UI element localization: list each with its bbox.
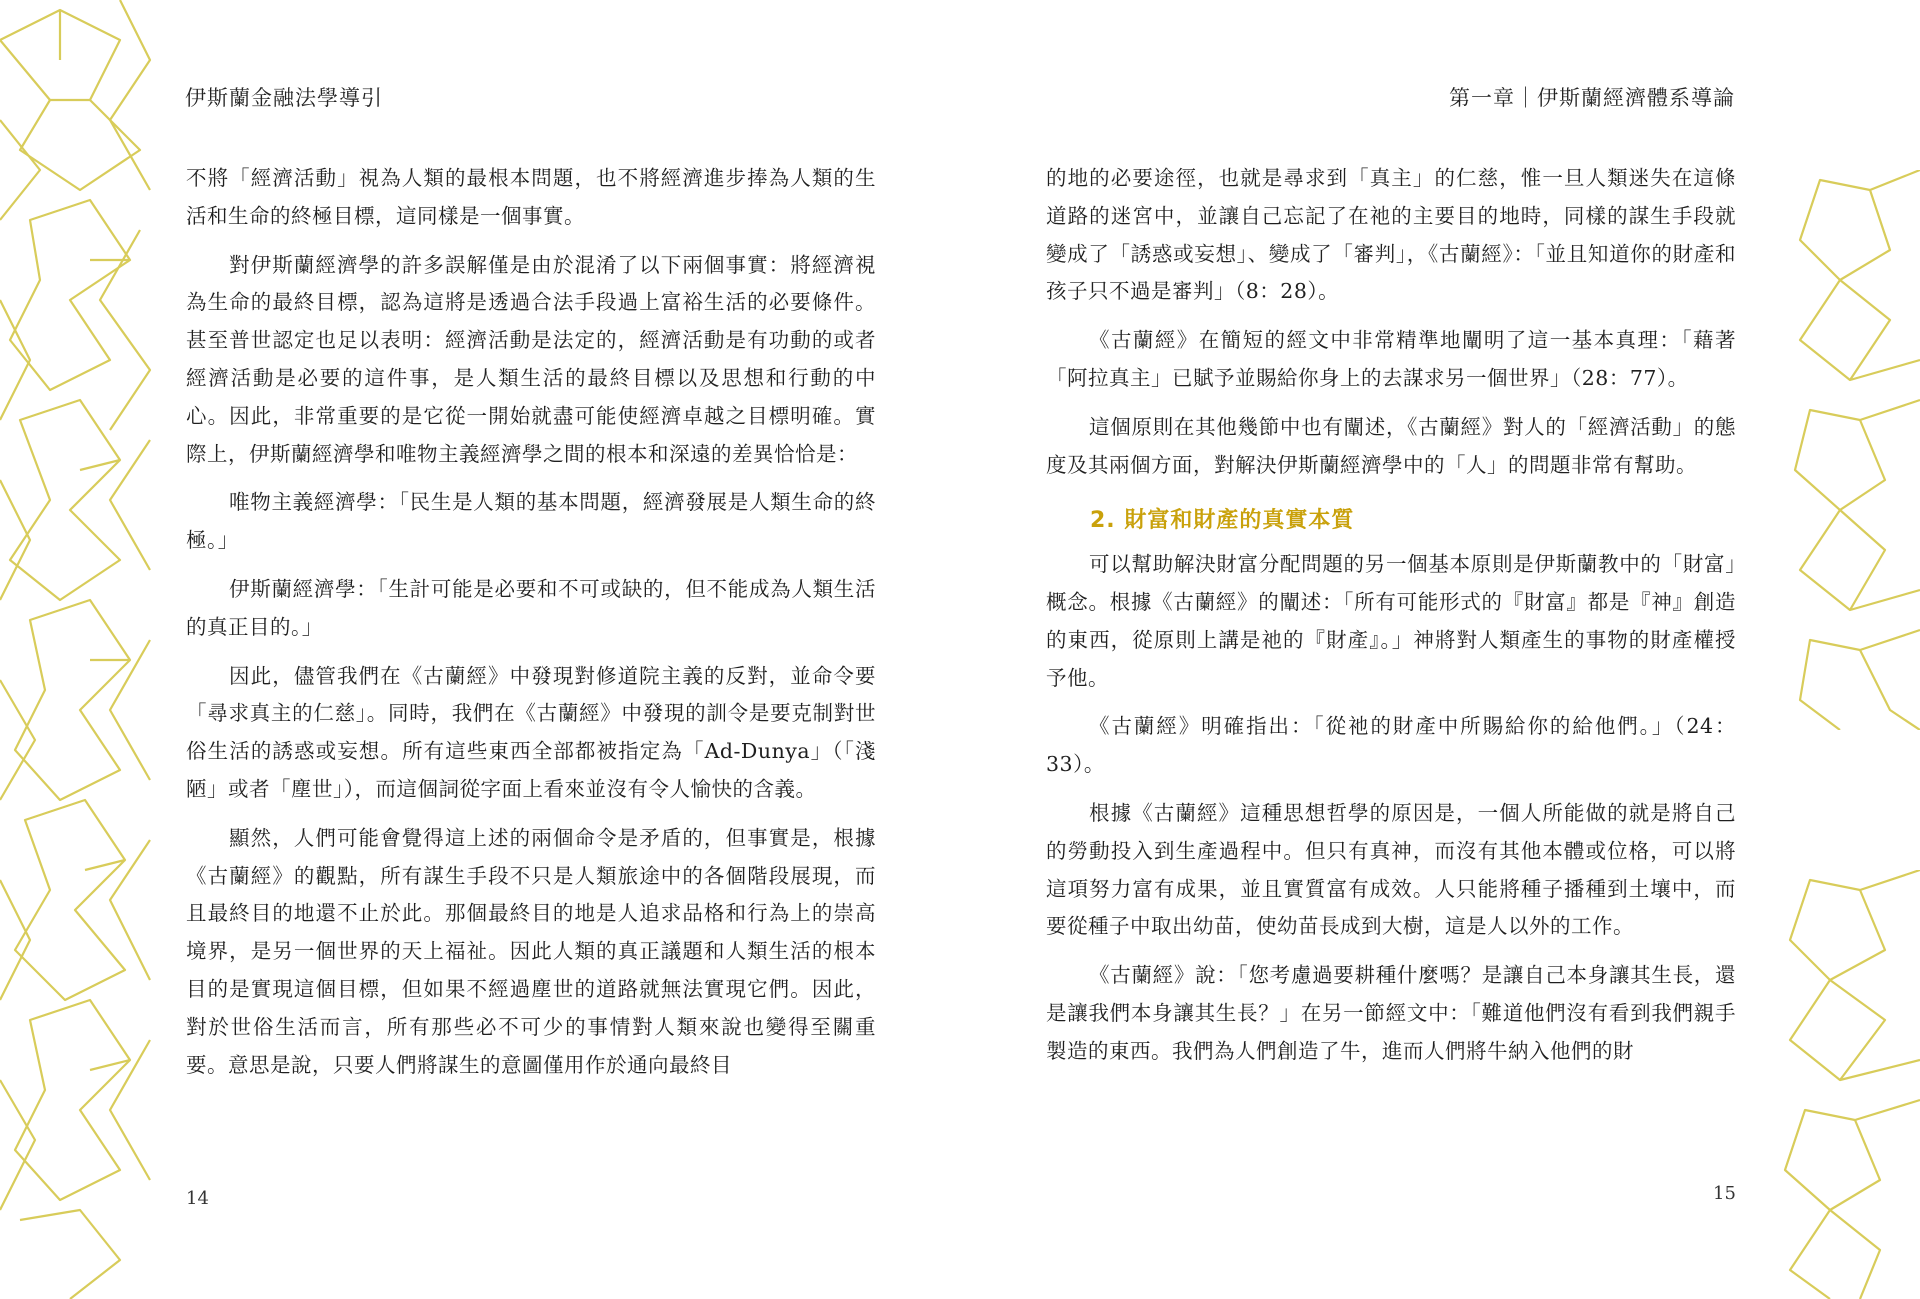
page-number-left: 14 [186, 1188, 209, 1209]
geometric-ornament-right-top [1780, 170, 1920, 730]
paragraph: 對伊斯蘭經濟學的許多誤解僅是由於混淆了以下兩個事實：將經濟視為生命的最終目標，認為這將是透過合法手段過上富裕生活的必要條件。甚至普世認定也足以表明：經濟活動是法定的，經濟活動是有功動的或者經濟活動是必要的這件事，是人類生活的最終目標以及思想和行動的中心。因此，非常重要的是它從一開始就盡可能使經濟卓越之目標明確。實際上，伊斯蘭經濟學和唯物主義經濟學之間的根本和深遠的差異恰恰是： [186, 252, 876, 466]
section-heading: 2. 財富和財產的真實本質 [1090, 508, 1355, 534]
paragraph: 《古蘭經》明確指出：「從祂的財產中所賜給你的給他們。」（24：33）。 [1046, 714, 1736, 777]
paragraph: 唯物主義經濟學：「民生是人類的基本問題，經濟發展是人類生命的終極。」 [186, 490, 876, 553]
running-head-chapter-title: 第一章｜伊斯蘭經濟體系導論 [1449, 86, 1735, 110]
right-page-body [1046, 160, 1736, 1082]
paragraph: 顯然，人們可能會覺得這上述的兩個命令是矛盾的，但事實是，根據《古蘭經》的觀點，所有謀生手段不只是人類旅途中的各個階段展現，而且最終目的地還不止於此。那個最終目的地是人追求品格和行為上的崇高境界，是另一個世界的天上福祉。因此人類的真正議題和人類生活的根本目的是實現這個目標，但如果不經過塵世的道路就無法實現它們。因此，對於世俗生活而言，所有那些必不可少的事情對人類來說也變得至關重要。意思是說，只要人們將謀生的意圖僅用作於通向最終目 [186, 825, 876, 1077]
paragraph: 《古蘭經》在簡短的經文中非常精準地闡明了這一基本真理：「藉著「阿拉真主」已賦予並賜給你身上的去謀求另一個世界」（28：77）。 [1046, 328, 1736, 390]
paragraph: 可以幫助解決財富分配問題的另一個基本原則是伊斯蘭教中的「財富」概念。根據《古蘭經》的闡述：「所有可能形式的『財富』都是『神』創造的東西，從原則上講是祂的『財產』。」神將對人類產生的事物的財產權授予他。 [1046, 552, 1736, 690]
geometric-ornament-right-bottom [1770, 870, 1920, 1299]
paragraph: 伊斯蘭經濟學：「生計可能是必要和不可或缺的，但不能成為人類生活的真正目的。」 [186, 576, 876, 639]
paragraph: 《古蘭經》說：「您考慮過要耕種什麼嗎？是讓自己本身讓其生長，還是讓我們本身讓其生長？」在另一節經文中：「難道他們沒有看到我們親手製造的東西。我們為人們創造了牛，進而人們將牛納入他們的財 [1046, 963, 1736, 1063]
paragraph: 因此，儘管我們在《古蘭經》中發現對修道院主義的反對，並命令要「尋求真主的仁慈」。同時，我們在《古蘭經》中發現的訓令是要克制對世俗生活的誘惑或妄想。所有這些東西全部都被指定為「Ad-Dunya」（「淺陋」或者「塵世」），而這個詞從字面上看來並沒有令人愉快的含義。 [186, 663, 876, 801]
paragraph: 根據《古蘭經》這種思想哲學的原因是，一個人所能做的就是將自己的勞動投入到生產過程中。但只有真神，而沒有其他本體或位格，可以將這項努力富有成果，並且實質富有成效。人只能將種子播種到土壤中，而要從種子中取出幼苗，使幼苗長成到大樹，這是人以外的工作。 [1046, 800, 1736, 939]
paragraph: 這個原則在其他幾節中也有闡述，《古蘭經》對人的「經濟活動」的態度及其兩個方面，對解決伊斯蘭經濟學中的「人」的問題非常有幫助。 [1046, 414, 1736, 477]
page-number-right: 15 [1713, 1183, 1736, 1204]
running-head-book-title: 伊斯蘭金融法學導引 [185, 86, 383, 110]
geometric-ornament-left [0, 0, 160, 1299]
paragraph: 不將「經濟活動」視為人類的最根本問題，也不將經濟進步捧為人類的生活和生命的終極目標，這同樣是一個事實。 [186, 166, 876, 228]
left-page-body [186, 160, 876, 1095]
paragraph: 的地的必要途徑，也就是尋求到「真主」的仁慈，惟一旦人類迷失在這條道路的迷宮中，並讓自己忘記了在祂的主要目的地時，同樣的謀生手段就變成了「誘惑或妄想」、變成了「審判」，《古蘭經》：「並且知道你的財產和孩子只不過是審判」（8：28）。 [1046, 166, 1736, 304]
